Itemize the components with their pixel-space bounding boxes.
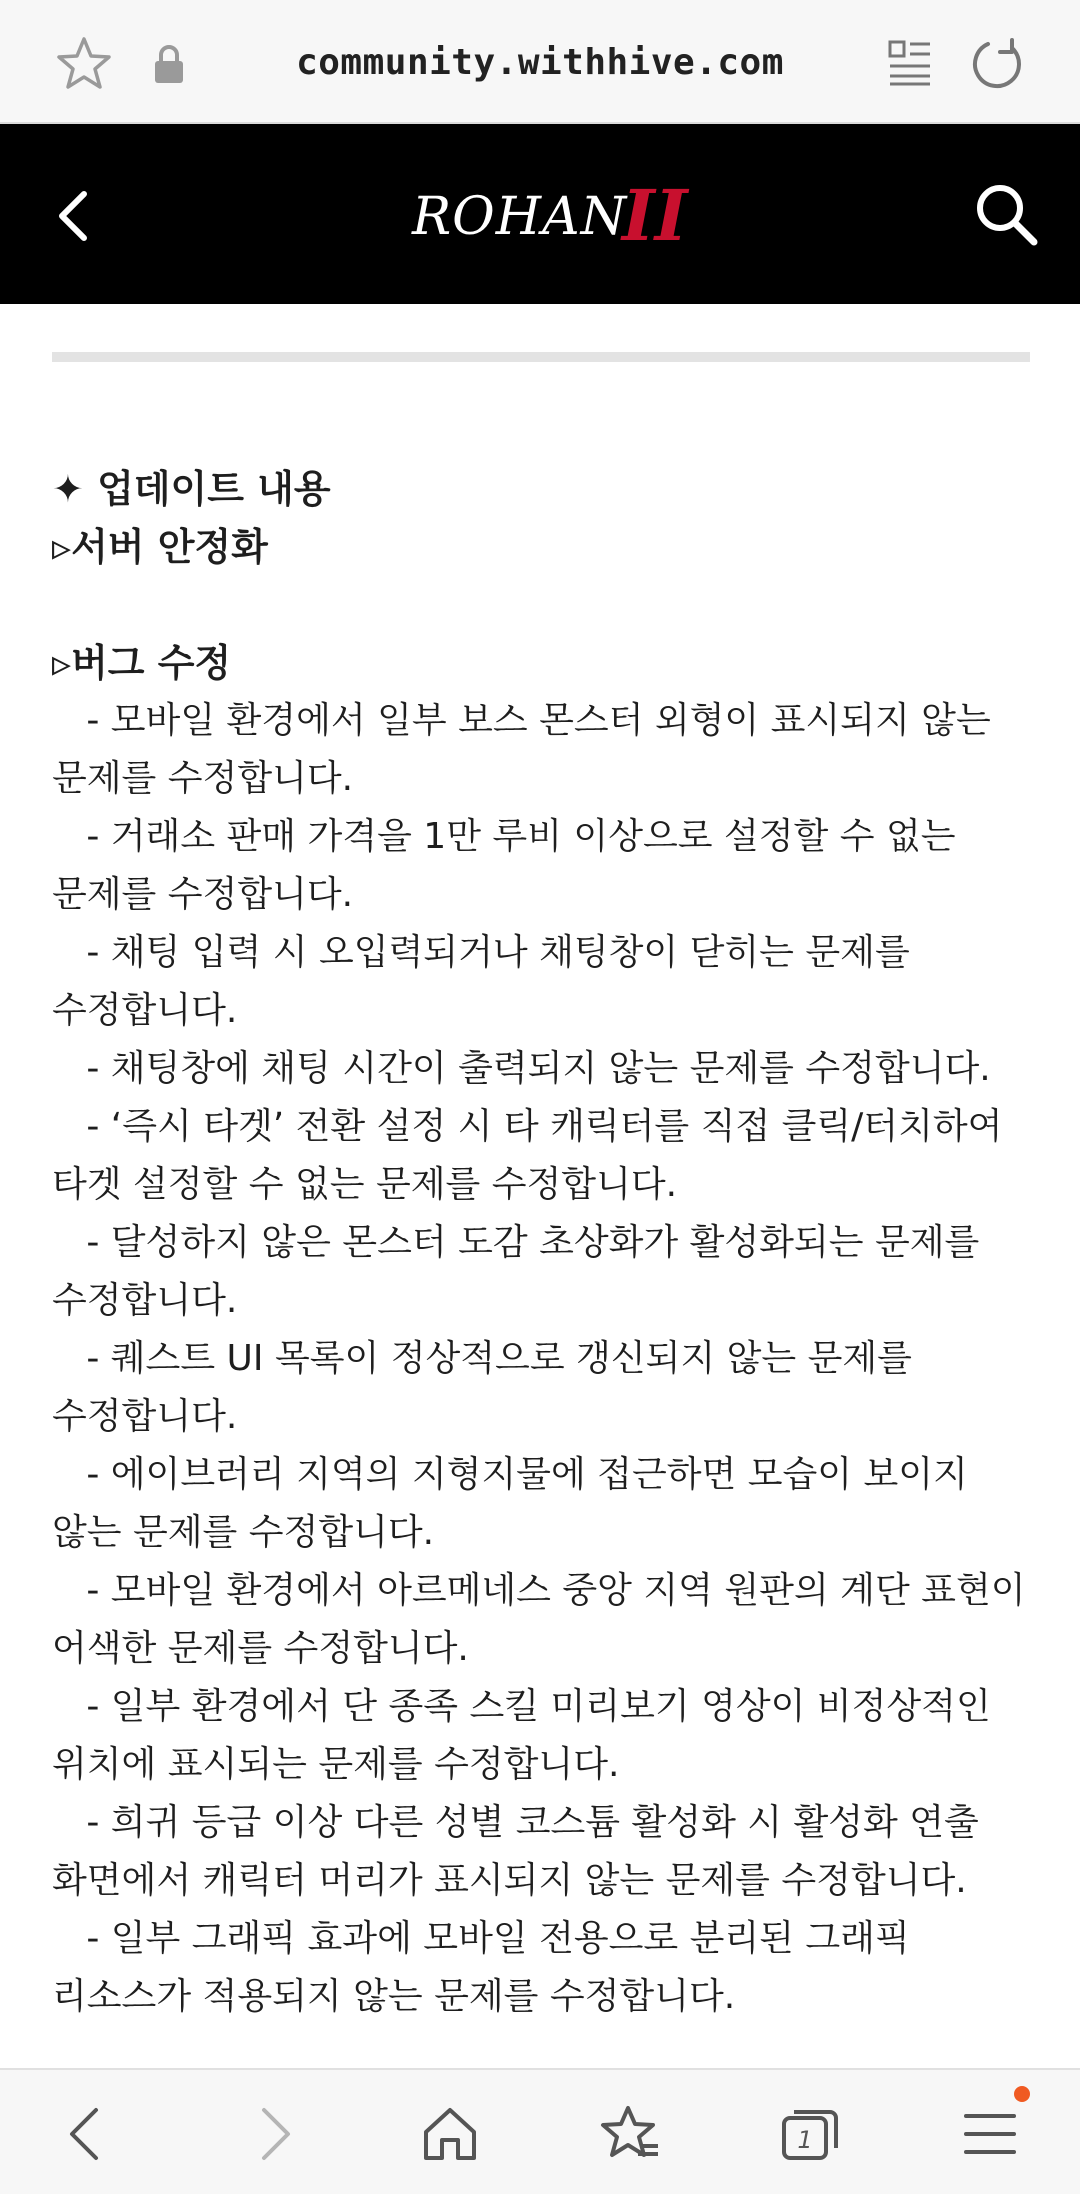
bugfix-line: - 퀘스트 UI 목록이 정상적으로 갱신되지 않는 문제를 (52, 1338, 912, 1379)
logo-suffix: II (622, 174, 688, 257)
article-content (52, 460, 1042, 2026)
bugfix-line: 화면에서 캐릭터 머리가 표시되지 않는 문제를 수정합니다. (52, 1860, 967, 1901)
logo-text: ROHAN (412, 187, 628, 247)
bookmark-star-icon[interactable] (54, 34, 114, 94)
site-header (0, 124, 1080, 304)
tab-count: 1 (797, 2126, 813, 2154)
bugfix-line: 않는 문제를 수정합니다. (52, 1512, 435, 1553)
rohan-logo[interactable] (410, 172, 688, 262)
bugfix-line: 수정합니다. (52, 1280, 238, 1321)
bugfix-line: - ‘즉시 타겟’ 전환 설정 시 타 캐릭터를 직접 클릭/터치하여 (52, 1106, 1003, 1147)
reader-mode-icon[interactable] (888, 38, 932, 86)
bugfix-line: - 거래소 판매 가격을 1만 루비 이상으로 설정할 수 없는 (52, 816, 956, 857)
bugfix-line: - 에이브러리 지역의 지형지물에 접근하면 모습이 보이지 (52, 1454, 968, 1495)
back-arrow-icon[interactable] (52, 188, 92, 244)
content-divider (52, 352, 1030, 362)
bugfix-line: 리소스가 적용되지 않는 문제를 수정합니다. (52, 1976, 736, 2017)
bugfix-line: - 채팅창에 채팅 시간이 출력되지 않는 문제를 수정합니다. (52, 1048, 991, 1089)
tabs-icon[interactable] (778, 2102, 842, 2166)
bugfix-line: - 채팅 입력 시 오입력되거나 채팅창이 닫히는 문제를 (52, 932, 910, 973)
browser-url-bar (0, 0, 1080, 124)
menu-icon[interactable] (958, 2102, 1022, 2166)
subsection-server: ▹서버 안정화 (52, 525, 268, 569)
search-icon[interactable] (974, 182, 1038, 246)
nav-forward-icon[interactable] (240, 2102, 304, 2166)
bugfix-line: 위치에 표시되는 문제를 수정합니다. (52, 1744, 620, 1785)
bugfix-line: - 일부 그래픽 효과에 모바일 전용으로 분리된 그래픽 (52, 1918, 910, 1959)
bugfix-line: - 모바일 환경에서 일부 보스 몬스터 외형이 표시되지 않는 (52, 700, 991, 741)
bugfix-line: - 희귀 등급 이상 다른 성별 코스튬 활성화 시 활성화 연출 (52, 1802, 979, 1843)
bugfix-line: 어색한 문제를 수정합니다. (52, 1628, 469, 1669)
bugfix-line: 수정합니다. (52, 990, 238, 1031)
bugfix-line: - 일부 환경에서 단 종족 스킬 미리보기 영상이 비정상적인 (52, 1686, 991, 1727)
bugfix-line: 타겟 설정할 수 없는 문제를 수정합니다. (52, 1164, 678, 1205)
section-title: ✦ 업데이트 내용 (52, 467, 331, 511)
bugfix-line: 문제를 수정합니다. (52, 874, 354, 915)
bugfix-line: 문제를 수정합니다. (52, 758, 354, 799)
address-text[interactable]: community.withhive.com (296, 42, 784, 83)
bugfix-list (52, 692, 1042, 2026)
browser-bottom-bar (0, 2068, 1080, 2194)
subsection-bugfix: ▹버그 수정 (52, 641, 232, 685)
bookmarks-icon[interactable] (598, 2102, 662, 2166)
bugfix-line: 수정합니다. (52, 1396, 238, 1437)
lock-icon[interactable] (150, 44, 188, 86)
nav-back-icon[interactable] (56, 2102, 120, 2166)
bugfix-line: - 달성하지 않은 몬스터 도감 초상화가 활성화되는 문제를 (52, 1222, 980, 1263)
home-icon[interactable] (418, 2102, 482, 2166)
notification-dot (1014, 2086, 1030, 2102)
bugfix-line: - 모바일 환경에서 아르메네스 중앙 지역 원판의 계단 표현이 (52, 1570, 1026, 1611)
reload-icon[interactable] (968, 36, 1024, 92)
